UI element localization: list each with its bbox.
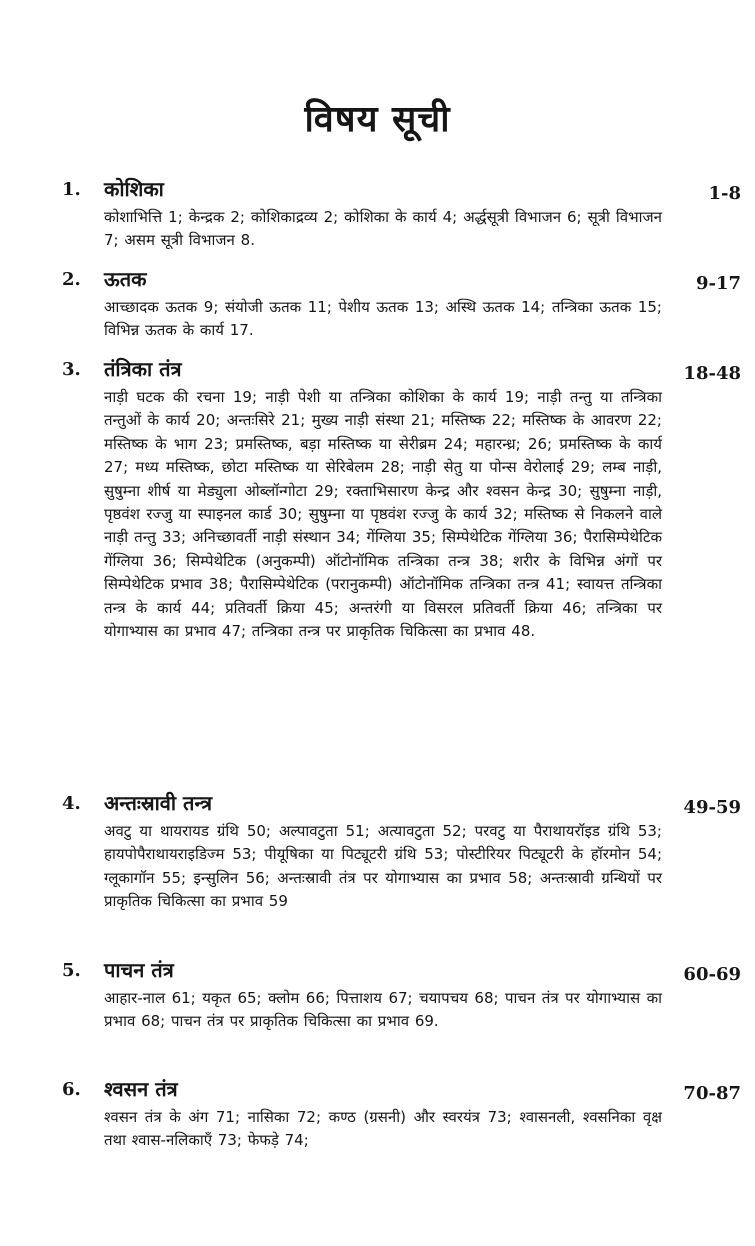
chapter-number: 2. — [62, 269, 81, 290]
chapter-topics: नाड़ी घटक की रचना 19; नाड़ी पेशी या तन्त्रिका कोशिका के कार्य 19; नाड़ी तन्तु या तन्त्रिका तन्तुओं के कार्य 20; अन्तःसिरे 21; मुख्य नाड़ी संस्था 21; मस्तिष्क 22; मस्तिष्क के आवरण 22; मस्तिष्क के भाग 23; प्रमस्तिष्क, बड़ा मस्तिष्क या सेरीब्रम 24; महारन्ध्र; 26; प्रमस्तिष्क के कार्य 27; मध्य मस्तिष्क, छोटा मस्तिष्क या सेरिबेलम 28; नाड़ी सेतु या पोन्स वेरोलाई 29; लम्ब नाड़ी, सुषुम्ना शीर्ष या मेड्युला ओब्लॉन्गोटा 29; रक्ताभिसारण केन्द्र और श्वसन केन्द्र 30; सुषुम्ना नाड़ी, पृष्ठवंश रज्जु या स्पाइनल कार्ड 30; सुषुम्ना या पृष्ठवंश रज्जु के कार्य 32; मस्तिष्क से निकलने वाले नाड़ी तन्तु 33; अनिच्छावर्ती नाड़ी संस्थान 34; गेंग्लिया 35; सिम्पेथेटिक गेंग्लिया 36; पैरासिम्पेथेटिक गेंग्लिया 36; सिम्पेथेटिक (अनुकम्पी) ऑटोनॉमिक तन्त्रिका तन्त्र 38; शरीर के विभिन्न अंगों पर सिम्पेथेटिक प्रभाव 38; पैरासिम्पेथेटिक (परानुकम्पी) ऑटोनॉमिक तन्त्रिका तन्त्र 41; स्वायत्त तन्त्रिका तन्त्र के कार्य 44; प्रतिवर्ती क्रिया 45; अन्तरंगी या विसरल प्रतिवर्ती क्रिया 46; तन्त्रिका पर योगाभ्यास का प्रभाव 47; तन्त्रिका तन्त्र पर प्राकृतिक चिकित्सा का प्रभाव 48. — [104, 388, 662, 641]
chapter-number: 5. — [62, 960, 81, 981]
chapter-topics: आहार-नाल 61; यकृत 65; क्लोम 66; पित्ताशय 67; चयापचय 68; पाचन तंत्र पर योगाभ्यास का प्रभाव 68; पाचन तंत्र पर प्राकृतिक चिकित्सा का प्रभाव 69. — [104, 989, 662, 1031]
chapter-title: अन्तःस्रावी तन्त्र — [104, 791, 212, 815]
chapter-topics: आच्छादक ऊतक 9; संयोजी ऊतक 11; पेशीय ऊतक 13; अस्थि ऊतक 14; तन्त्रिका ऊतक 15; विभिन्न ऊतक के कार्य 17. — [104, 298, 662, 340]
chapter-topics: कोशाभित्ति 1; केन्द्रक 2; कोशिकाद्रव्य 2; कोशिका के कार्य 4; अर्द्धसूत्री विभाजन 6; सूत्री विभाजन 7; असम सूत्री विभाजन 8. — [104, 208, 662, 250]
chapter-page-range: 1-8 — [708, 183, 741, 204]
page-title: विषय सूची — [304, 99, 451, 140]
chapter-title: पाचन तंत्र — [104, 958, 174, 982]
chapter-title: ऊतक — [104, 267, 147, 291]
chapter-page-range: 18-48 — [683, 363, 741, 384]
chapter-topics: श्वसन तंत्र के अंग 71; नासिका 72; कण्ठ (ग्रसनी) और स्वरयंत्र 73; श्वासनली, श्वसनिका वृक्ष तथा श्वास-नलिकाएँ 73; फेफड़े 74; — [104, 1108, 662, 1150]
chapter-number: 1. — [62, 179, 81, 200]
chapter-page-range: 9-17 — [695, 273, 741, 294]
chapter-page-range: 60-69 — [683, 964, 741, 985]
chapter-page-range: 49-59 — [683, 797, 741, 818]
chapter-number: 6. — [62, 1079, 81, 1100]
chapter-page-range: 70-87 — [683, 1083, 741, 1104]
chapter-number: 4. — [62, 793, 81, 814]
chapter-title: श्वसन तंत्र — [104, 1077, 178, 1101]
chapter-title: कोशिका — [104, 177, 164, 201]
chapter-number: 3. — [62, 359, 81, 380]
chapter-title: तंत्रिका तंत्र — [104, 357, 182, 381]
chapter-topics: अवटु या थायरायड ग्रंथि 50; अल्पावटुता 51; अत्यावटुता 52; परवटु या पैराथायरॉइड ग्रंथि 53; हायपोपैराथायराइडिज्म 53; पीयूषिका या पिट्यूटरी ग्रंथि 53; पोस्टीरियर पिट्यूटरी के हॉरमोन 54; ग्लूकागॉन 55; इन्सुलिन 56; अन्तःस्रावी तंत्र पर योगाभ्यास का प्रभाव 58; अन्तःस्रावी ग्रन्थियों पर प्राकृतिक चिकित्सा का प्रभाव 59 — [104, 822, 662, 911]
